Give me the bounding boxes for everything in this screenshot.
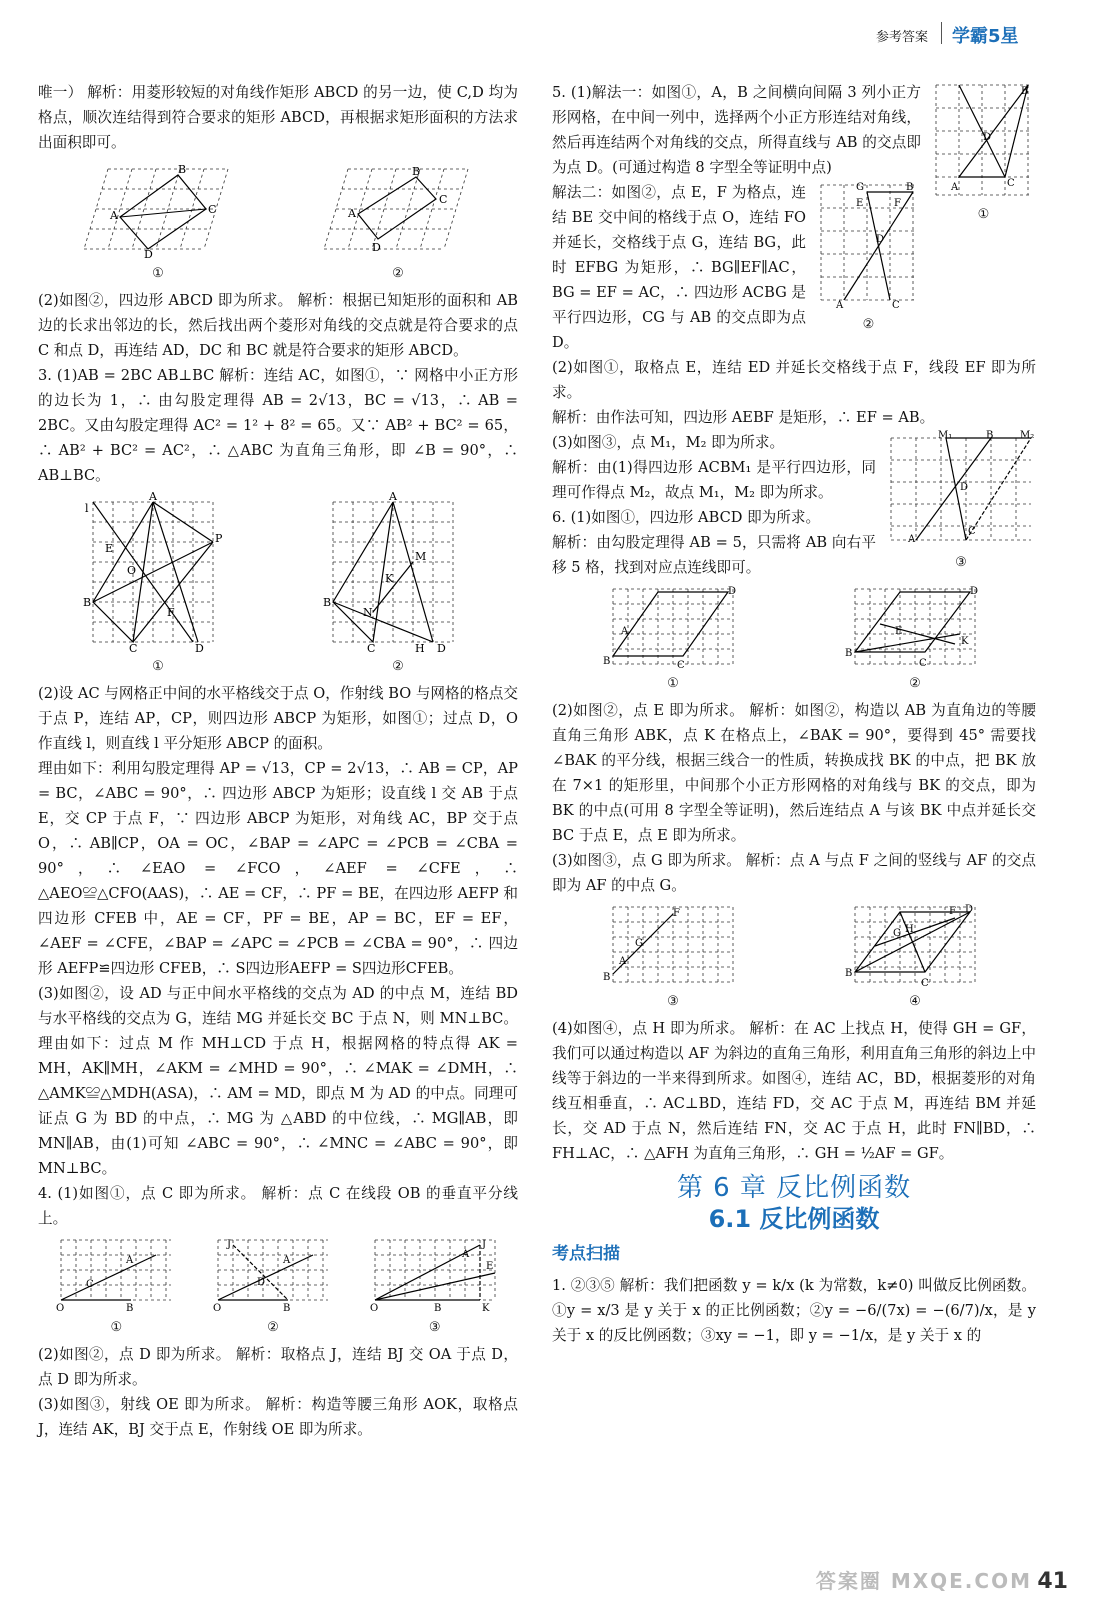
figure-label: ②	[392, 659, 404, 674]
header-section-label: 参考答案	[876, 30, 929, 45]
svg-text:C: C	[367, 642, 376, 652]
left-p7: 4. (1)如图①，点 C 即为所求。 解析：点 C 在线段 OB 的垂直平分线上。	[38, 1185, 518, 1227]
svg-text:C: C	[439, 193, 448, 206]
figure-label: ③	[667, 994, 679, 1009]
watermark: 答案圈 MXQE.COM	[815, 1569, 1032, 1593]
svg-text:C: C	[921, 978, 929, 987]
chapter-title: 第 6 章 反比例函数	[676, 1173, 912, 1203]
svg-text:B: B	[178, 163, 187, 176]
svg-text:G: G	[635, 938, 643, 949]
svg-text:H: H	[415, 642, 425, 652]
svg-text:G: G	[856, 182, 864, 193]
svg-text:A: A	[348, 207, 356, 220]
svg-text:A: A	[149, 492, 157, 503]
left-p1: 唯一） 解析：用菱形较短的对角线作矩形 ABCD 的另一边，使 C,D 均为格点，顺次连结得到符合要求的矩形 ABCD，再根据求矩形面积的方法求出面积即可。	[38, 84, 518, 151]
svg-text:F: F	[673, 908, 680, 919]
svg-text:O: O	[369, 1303, 378, 1313]
figure-label: ①	[977, 207, 990, 222]
fig-row-q4	[38, 1235, 518, 1340]
svg-text:D: D	[728, 586, 737, 597]
left-p6: (3)如图②，设 AD 与正中间水平格线的交点为 AD 的中点 M，连结 BD 与水平格线的交点为 G，连结 MG 并延长交 BC 于点 N，则 MN⊥BC。理由如下：过点 M 作 MH⊥CD 于点 H，根据网格的特点得 AK = MH，AK∥MH，∠AKM = ∠MHD = 90°，∴ ∠MAK = ∠DMH，∴ △AMK≌△MDH(ASA)，∴ AM = MD，即点 M 为 AD 的中点。同理可证点 G 为 BD 的中点，∴ MG 为 △ABD 的中位线，∴ MG∥AB，即 MN∥AB，由(1)可知 ∠ABC = 90°，∴ ∠MNC = ∠ABC = 90°，即 MN⊥BC。	[38, 985, 518, 1177]
svg-text:C: C	[86, 1279, 94, 1290]
svg-text:M₂: M₂	[1020, 430, 1035, 441]
figure-label: ④	[909, 994, 921, 1009]
svg-text:K: K	[481, 1303, 490, 1313]
brand-logo: 学霸5星	[952, 26, 1019, 47]
right-p9: (2)如图②，点 E 即为所求。 解析：如图②，构造以 AB 为直角边的等腰直角三角形 ABK，点 K 在格点上，∠BAK = 90°，要得到 45° 需要找 ∠BAK 的平分线，根据三线合一的性质，转换成找 BK 的中点，把 BK 放在 7×1 的矩形里，中间那个小正方形网格的对角线与 BK 的交点，即为 BK 的中点(可用 8 字型全等证明)，然后连结点 A 与该 BK 中点并延长交 BC 于点 E，点 E 即为所求。	[552, 702, 1036, 844]
svg-text:B: B	[845, 648, 853, 659]
figure-label: ③	[955, 555, 967, 570]
svg-text:J: J	[481, 1239, 486, 1250]
figure-label: ①	[110, 1320, 123, 1335]
svg-text:F: F	[167, 606, 175, 619]
svg-text:D: D	[256, 1277, 266, 1288]
svg-text:C: C	[1007, 178, 1015, 189]
svg-text:A: A	[619, 956, 627, 967]
left-p5: 理由如下：利用勾股定理得 AP = √13，CP = 2√13，∴ AB = CP，AP = BC，∠ABC = 90°，∴ 四边形 ABCP 为矩形；设直线 l 交 AB 于点 E，交 CP 于点 F，∵ 四边形 ABCP 为矩形，对角线 AC，BP 交于点 O，∴ AB∥CP，OA = OC，∠BAP = ∠APC = ∠PCB = ∠CBA = 90°，∴ ∠EAO = ∠FCO，∠AEF = ∠CFE，∴ △AEO≌△CFO(AAS)，∴ AE = CF，∴ PF = BE，在四边形 AEFP 和四边形 CFEB 中，AE = CF，PF = BE，AP = BC，EF = EF，∠AEF = ∠CFE，∠BAP = ∠APC = ∠PCB = ∠CBA = 90°，∴ 四边形 AEFP≌四边形 CFEB，∴ S四边形AEFP = S四边形CFEB。	[38, 760, 518, 977]
svg-text:B: B	[126, 1303, 134, 1313]
figure-q5-3	[886, 430, 1036, 575]
right-p11: (4)如图④，点 H 即为所求。 解析：在 AC 上找点 H，使得 GH = GF，我们可以通过构造以 AF 为斜边的直角三角形，利用直角三角形的斜边上中线等于斜边的一半来得到所求。如图④，连结 AC，BD，根据菱形的对角线互相垂直，∴ AC⊥BD，连结 FD，交 AC 于点 M，再连结 BM 并延长，交 AD 于点 N，然后连结 FN，交 AC 于点 H，此时 FN∥BD，∴ FH⊥AC，∴ △AFH 为直角三角形，∴ GH = ½AF = GF。	[552, 1020, 1036, 1162]
right-p7: 6. (1)如图①，四边形 ABCD 即为所求。	[552, 509, 821, 526]
right-p10: (3)如图③，点 G 即为所求。 解析：点 A 与点 F 之间的竖线与 AF 的交点即为 AF 的中点 G。	[552, 852, 1036, 894]
figure-label: ③	[428, 1320, 441, 1335]
svg-text:O: O	[56, 1303, 65, 1313]
svg-text:l: l	[85, 502, 89, 515]
svg-text:D: D	[965, 904, 974, 915]
left-p3: 3. (1)AB = 2BC AB⊥BC 解析：连结 AC，如图①，∵ 网格中小正方形的边长为 1，∴ 由勾股定理得 AB = 2√13，BC = √13，∴ AB = 2BC。又由勾股定理得 AC² = 1² + 8² = 65。又∵ AB² + BC² = 65，∴ AB² + BC² = AC²，∴ △ABC 为直角三角形，即 ∠B = 90°，∴ AB⊥BC。	[38, 367, 518, 484]
right-p3: (2)如图①，取格点 E，连结 ED 并延长交格线于点 F，线段 EF 即为所求。	[552, 359, 1036, 401]
left-column	[38, 80, 518, 1442]
svg-text:K: K	[385, 572, 394, 585]
figure-triangle-1	[83, 492, 233, 679]
fig-row-triangles	[38, 492, 518, 679]
svg-text:D: D	[372, 241, 381, 254]
left-p9: (3)如图③，射线 OE 即为所求。 解析：构造等腰三角形 AOK，取格点 J，连结 AK，BJ 交于点 E，作射线 OE 即为所求。	[38, 1396, 518, 1438]
svg-text:B: B	[412, 165, 421, 178]
figure-q6-3	[603, 902, 743, 1014]
figure-label: ②	[267, 1320, 279, 1335]
figure-label: ①	[667, 676, 679, 691]
figure-q5-2	[816, 180, 921, 337]
figure-q5-1	[931, 80, 1036, 227]
subsection-heading: 考点扫描	[552, 1244, 620, 1264]
svg-text:A: A	[951, 182, 959, 193]
figure-q4-2	[213, 1235, 333, 1340]
svg-text:C: C	[677, 660, 685, 669]
svg-text:A: A	[126, 1255, 134, 1266]
svg-text:A: A	[282, 1255, 291, 1266]
right-p2: 解法二：如图②，点 E，F 为格点，连结 BE 交中间的格线于点 O，连结 FO 并延长，交格线于点 G，连结 BG，此时 EFBG 为矩形，∴ BG∥EF∥AC，BG = EF = AC，∴ 四边形 ACBG 是平行四边形，CG 与 AB 的交点即为点 D。	[552, 184, 806, 351]
right-p5: (3)如图③，点 M₁，M₂ 即为所求。	[552, 434, 785, 451]
svg-text:D: D	[876, 234, 885, 245]
right-q1: 1. ②③⑤ 解析：我们把函数 y = k/x (k 为常数，k≠0) 叫做反比例函数。①y = x/3 是 y 关于 x 的正比例函数；②y = −6/(7x) = −(6/7)/x，是 y 关于 x 的反比例函数；③xy = −1，即 y = −1/x，是 y 关于 x 的	[552, 1277, 1036, 1344]
figure-triangle-2	[323, 492, 473, 679]
svg-text:J: J	[226, 1239, 231, 1250]
svg-text:A: A	[908, 534, 916, 545]
svg-text:D: D	[970, 586, 979, 597]
right-p6: 解析：由(1)得四边形 ACBM₁ 是平行四边形，同理可作得点 M₂，故点 M₁，M₂ 即为所求。	[552, 459, 876, 501]
section-title: 6.1 反比例函数	[708, 1205, 880, 1233]
svg-text:C: C	[892, 300, 900, 310]
svg-text:O: O	[212, 1303, 222, 1313]
svg-text:B: B	[845, 968, 853, 979]
svg-text:D: D	[195, 642, 204, 652]
figure-q6-4	[845, 902, 985, 1014]
figure-rhombus-1	[78, 159, 238, 286]
figure-q6-1	[603, 584, 743, 696]
fig-row-q6a	[552, 584, 1036, 696]
right-column	[552, 80, 1036, 1348]
figure-label: ②	[392, 266, 404, 281]
svg-text:C: C	[208, 203, 217, 216]
right-p8: 解析：由勾股定理得 AB = 5，只需将 AB 向右平移 5 格，找到对应点连线即可。	[552, 534, 876, 576]
left-p2: (2)如图②，四边形 ABCD 即为所求。 解析：根据已知矩形的面积和 AB 边的长求出邻边的长，然后找出两个菱形对角线的交点就是符合要求的点 C 和点 D，再连结 AD，DC 和 BC 就是符合要求的矩形 ABCD。	[38, 292, 518, 359]
svg-text:C: C	[968, 526, 976, 537]
svg-text:E: E	[485, 1261, 493, 1272]
svg-text:B: B	[906, 182, 914, 193]
svg-text:G: G	[893, 928, 901, 939]
svg-text:M: M	[415, 550, 427, 563]
svg-text:B: B	[83, 596, 92, 609]
svg-text:N: N	[363, 606, 373, 619]
svg-text:A: A	[110, 209, 118, 222]
figure-rhombus-2	[318, 159, 478, 286]
right-p4: 解析：由作法可知，四边形 AEBF 是矩形，∴ EF = AB。	[552, 409, 935, 426]
right-p1: 5. (1)解法一：如图①，A，B 之间横向间隔 3 列小正方形网格，在中间一列中，选择两个小正方形连结对角线，然后再连结两个对角线的交点，所得直线与 AB 的交点即为点 D。(可通过构造 8 字型全等证明中点)	[552, 84, 921, 176]
figure-q4-1	[56, 1235, 176, 1340]
svg-text:D: D	[983, 132, 992, 143]
svg-text:H: H	[905, 924, 914, 935]
svg-text:O: O	[127, 564, 137, 577]
svg-text:D: D	[437, 642, 446, 652]
svg-text:F: F	[894, 198, 901, 209]
svg-text:P: P	[215, 532, 223, 545]
svg-text:B: B	[433, 1303, 441, 1313]
svg-text:A: A	[461, 1249, 469, 1260]
figure-q4-3	[370, 1235, 500, 1340]
svg-text:E: E	[856, 198, 864, 209]
figure-q6-2	[845, 584, 985, 696]
svg-text:M₁: M₁	[938, 430, 953, 441]
header-divider	[941, 22, 942, 44]
svg-text:K: K	[961, 636, 969, 647]
left-p8: (2)如图②，点 D 即为所求。 解析：取格点 J，连结 BJ 交 OA 于点 D，点 D 即为所求。	[38, 1346, 518, 1388]
left-p4: (2)设 AC 与网格正中间的水平格线交于点 O，作射线 BO 与网格的格点交于点 P，连结 AP，CP，则四边形 ABCP 为矩形，如图①；过点 D，O 作直线 l，则直线 l 平分矩形 ABCP 的面积。	[38, 685, 518, 752]
svg-text:F: F	[949, 906, 956, 917]
figure-label: ①	[152, 266, 164, 281]
svg-text:A: A	[389, 492, 397, 503]
svg-text:D: D	[144, 248, 153, 259]
figure-label: ②	[909, 676, 921, 691]
page-number: 41	[1037, 1569, 1068, 1594]
svg-text:D: D	[960, 482, 969, 493]
figure-label: ②	[862, 317, 875, 332]
svg-text:E: E	[895, 626, 903, 637]
svg-text:B: B	[1021, 86, 1029, 97]
figure-label: ①	[152, 659, 164, 674]
svg-text:B: B	[282, 1303, 291, 1313]
svg-text:E: E	[105, 542, 114, 555]
svg-text:B: B	[323, 596, 332, 609]
fig-row-q6b	[552, 902, 1036, 1014]
svg-text:A: A	[621, 626, 629, 637]
svg-text:C: C	[129, 642, 138, 652]
svg-text:B: B	[603, 656, 611, 667]
svg-text:B: B	[986, 430, 994, 441]
svg-text:A: A	[836, 300, 844, 310]
fig-row-rhombus	[38, 159, 518, 286]
svg-text:C: C	[919, 658, 927, 669]
svg-text:B: B	[603, 972, 611, 983]
